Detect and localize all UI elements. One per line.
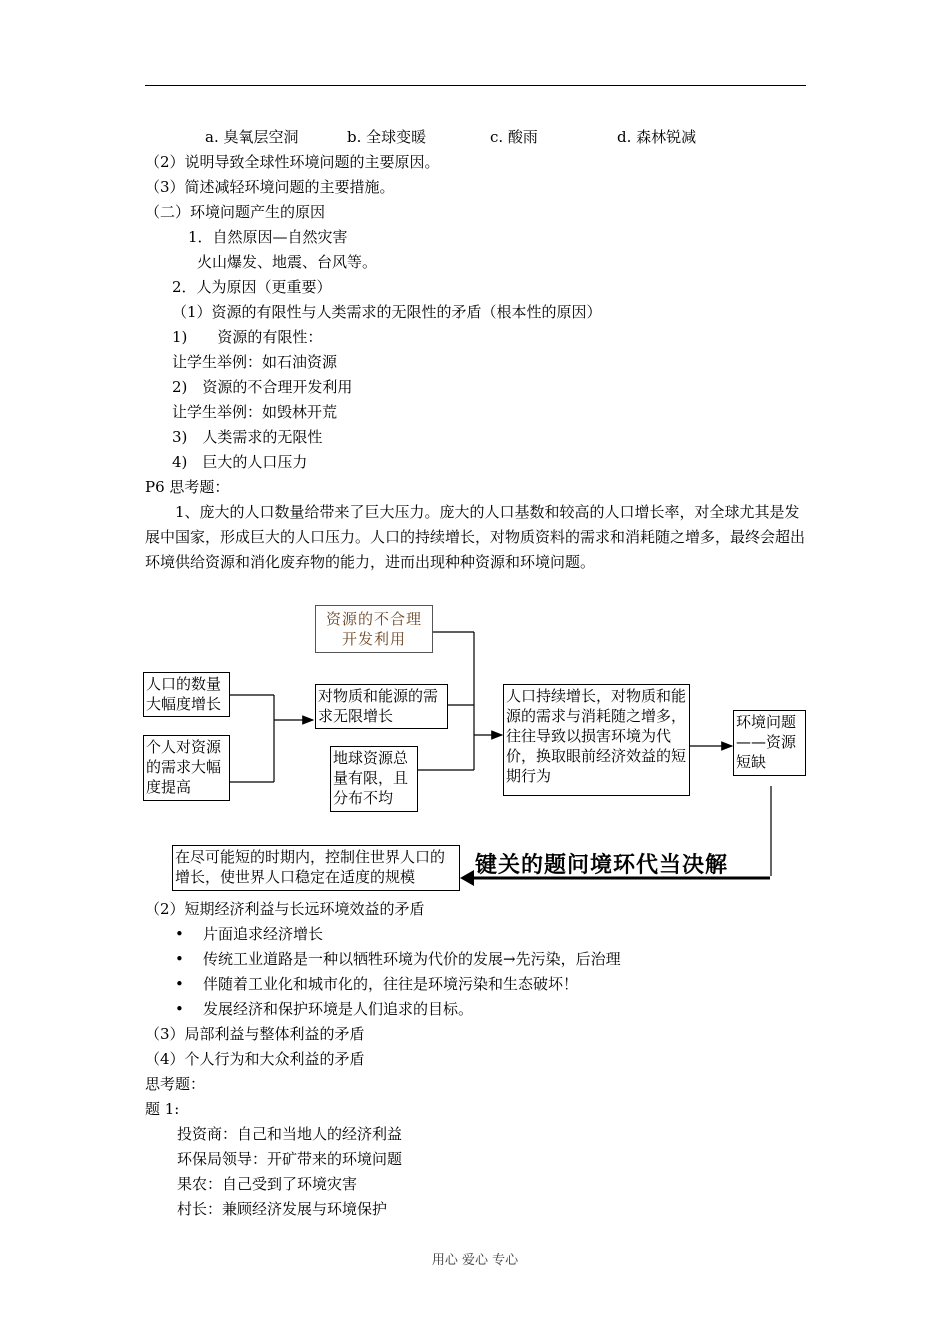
bullet-dot: • bbox=[175, 925, 184, 943]
natural-cause-detail: 火山爆发、地震、台风等。 bbox=[197, 253, 378, 271]
box-solution: 在尽可能短的时期内，控制住世界人口的增长，使世界人口稳定在适度的规模 bbox=[172, 845, 460, 891]
role-epa-leader: 环保局领导：开矿带来的环境问题 bbox=[177, 1150, 403, 1168]
box-individual-demand: 个人对资源的需求大幅度提高 bbox=[143, 735, 230, 801]
bullet-dot: • bbox=[175, 950, 184, 968]
bullet-dot: • bbox=[175, 975, 184, 993]
bullet-dot: • bbox=[175, 1000, 184, 1018]
option-d: d. 森林锐减 bbox=[617, 128, 697, 146]
bullet-1: 片面追求经济增长 bbox=[203, 925, 324, 943]
bullet-3: 伴随着工业化和城市化的，往往是环境污染和生态破坏！ bbox=[203, 975, 579, 993]
role-farmer: 果农：自己受到了环境灾害 bbox=[177, 1175, 358, 1193]
box-demand-unlimited: 对物质和能源的需求无限增长 bbox=[315, 684, 448, 729]
p6-thinking: P6 思考题： bbox=[145, 478, 230, 496]
box-earth-resource: 地球资源总量有限，且分布不均 bbox=[330, 746, 418, 812]
question-2: （2）说明导致全球性环境问题的主要原因。 bbox=[145, 153, 440, 171]
contradiction-3: （3）局部利益与整体利益的矛盾 bbox=[145, 1025, 365, 1043]
thinking-heading: 思考题： bbox=[145, 1075, 206, 1093]
option-a: a. 臭氧层空洞 bbox=[205, 128, 299, 146]
section-heading: （二）环境问题产生的原因 bbox=[145, 203, 326, 221]
item-3: 3) 人类需求的无限性 bbox=[172, 428, 323, 446]
box-resource-irrational: 资源的不合理开发利用 bbox=[315, 605, 433, 653]
bullet-4: 发展经济和保护环境是人们追求的目标。 bbox=[203, 1000, 474, 1018]
role-village-head: 村长：兼顾经济发展与环境保护 bbox=[177, 1200, 388, 1218]
item-4: 4) 巨大的人口压力 bbox=[172, 453, 308, 471]
population-paragraph: 1、庞大的人口数量给带来了巨大压力。庞大的人口基数和较高的人口增长率，对全球尤其是发展中国家，形成巨大的人口压力。人口的持续增长，对物质资料的需求和消耗随之增多，最终会超出环境供给资源和消化废弃物的能力，进而出现种种资源和环境问题。 bbox=[145, 503, 806, 571]
box-env-problem: 环境问题——资源短缺 bbox=[733, 710, 806, 776]
box-population-growth: 人口的数量大幅度增长 bbox=[143, 672, 230, 717]
page-footer: 用心 爱心 专心 bbox=[431, 1253, 519, 1268]
box-growth-consumption: 人口持续增长，对物质和能源的需求与消耗随之增多，往往导致以损害环境为代价，换取眼前经济效益的短期行为 bbox=[503, 684, 690, 796]
option-b: b. 全球变暖 bbox=[347, 128, 427, 146]
mirrored-heading: 键关的题问境环代当决解 bbox=[475, 853, 729, 878]
bullet-2: 传统工业道路是一种以牺牲环境为代价的发展→先污染，后治理 bbox=[203, 950, 621, 968]
question-1-label: 题 1: bbox=[145, 1100, 180, 1118]
contradiction-1: （1）资源的有限性与人类需求的无限性的矛盾（根本性的原因） bbox=[172, 303, 602, 321]
human-cause-heading: 2．人为原因（更重要） bbox=[172, 278, 332, 296]
contradiction-4: （4）个人行为和大众利益的矛盾 bbox=[145, 1050, 365, 1068]
role-investor: 投资商：自己和当地人的经济利益 bbox=[177, 1125, 403, 1143]
question-3: （3）简述减轻环境问题的主要措施。 bbox=[145, 178, 395, 196]
item-2: 2) 资源的不合理开发利用 bbox=[172, 378, 353, 396]
natural-cause-heading: 1．自然原因—自然灾害 bbox=[188, 228, 348, 246]
contradiction-2: （2）短期经济利益与长远环境效益的矛盾 bbox=[145, 900, 425, 918]
option-c: c. 酸雨 bbox=[490, 128, 538, 146]
item-1: 1) 资源的有限性： bbox=[172, 328, 323, 346]
example-2: 让学生举例：如毁林开荒 bbox=[172, 403, 338, 421]
example-1: 让学生举例：如石油资源 bbox=[172, 353, 338, 371]
